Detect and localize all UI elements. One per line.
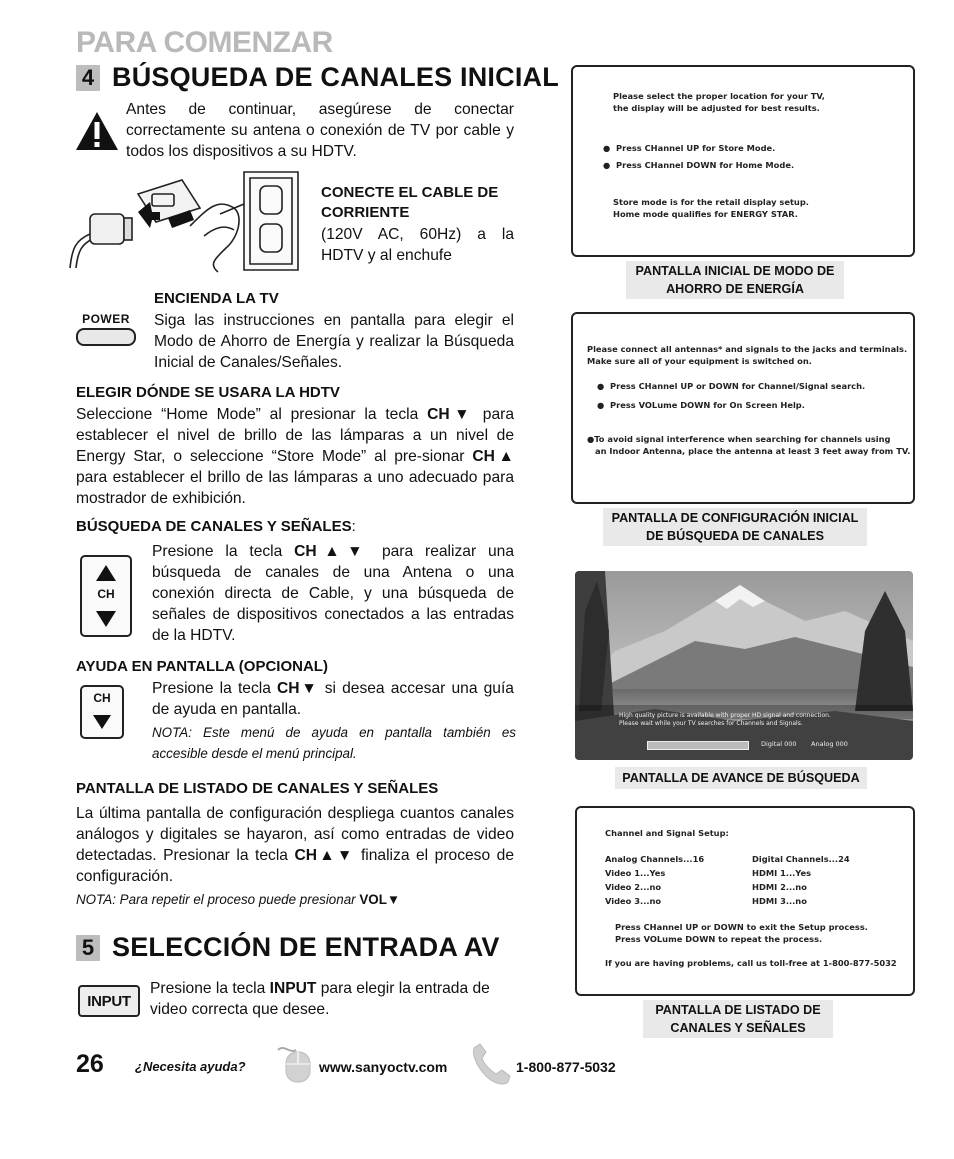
mode-screen-caption: PANTALLA INICIAL DE MODO DE AHORRO DE ENERGÍA [626,261,844,299]
listing-line: Press VOLume DOWN to repeat the process. [615,934,823,944]
mouse-icon [270,1040,314,1084]
phone-icon [470,1042,512,1086]
listing-left-item: Video 1...Yes [605,868,666,878]
progress-screen [575,571,913,760]
screen-line: an Indoor Antenna, place the antenna at least 3 feet away from TV. [595,446,911,456]
power-button-graphic [76,328,136,346]
progress-line-1: High quality picture is available with proper HD signal and connection. [619,712,831,719]
listing-left-item: Video 3...no [605,896,662,906]
screen-line: Home mode qualifies for ENERGY STAR. [613,209,798,219]
section-number: 4 [76,65,100,91]
screen-bullet-line: ● Press VOLume DOWN for On Screen Help. [597,400,805,410]
screen-bullet-line: ● Press CHannel UP or DOWN for Channel/Signal search. [597,381,866,391]
screen-line: Please connect all antennas* and signals to the jacks and terminals. [587,344,908,354]
help-note: NOTA: Este menú de ayuda en pantalla también es accesible desde el menú principal. [152,725,516,761]
screen-bullet-line: ● Press CHannel DOWN for Home Mode. [603,160,795,170]
listing-line: If you are having problems, call us toll-free at 1-800-877-5032 [605,958,897,968]
screen-line: Store mode is for the retail display setup. [613,197,809,207]
listing-heading: PANTALLA DE LISTADO DE CANALES Y SEÑALES [76,780,439,797]
listing-line: Press CHannel UP or DOWN to exit the Setup process. [615,922,868,932]
progress-line-2: Please wait while your TV searches for Channels and Signals. [619,720,803,727]
section-title: BÚSQUEDA DE CANALES INICIAL [112,62,559,92]
mountain-landscape-image [575,571,913,760]
setup-screen [571,312,915,504]
screen-line: Please select the proper location for your TV, [613,91,825,101]
screen-line: the display will be adjusted for best results. [613,103,820,113]
digital-count: Digital 000 [761,740,797,748]
section-4-header [76,62,559,93]
power-key [76,312,136,346]
section-title: SELECCIÓN DE ENTRADA AV [112,932,500,962]
section-number: 5 [76,935,100,961]
help-text: Presione la tecla CH▼ si desea accesar una guía de ayuda en pantalla. [152,680,514,718]
help-question: ¿Necesita ayuda? [135,1059,246,1074]
input-key: INPUT [78,985,140,1017]
listing-left-item: Analog Channels...16 [605,854,705,864]
power-cord-illustration [68,168,300,274]
connect-heading: CONECTE EL CABLE DE CORRIENTE [321,184,499,221]
analog-count: Analog 000 [811,740,848,748]
screen-bullet-line: ●To avoid signal interference when searching for channels using [587,434,891,444]
power-text: Siga las instrucciones en pantalla para elegir el Modo de Ahorro de Energía y realizar la Búsqueda Inicial de Canales/Señales. [154,312,514,371]
search-progress-bar [647,741,749,750]
search-heading: BÚSQUEDA DE CANALES Y SEÑALES: [76,518,356,535]
where-text: Seleccione “Home Mode” al presionar la tecla CH▼ para establecer el nivel de brillo de las lámparas a un nivel de Energy Star, o seleccione “Store Mode” al pre-sionar CH▲ para establecer el brillo de las lámparas a uno adecuado para mostrador de exhibición. [76,406,514,507]
warning-icon [74,110,120,152]
website-link[interactable]: www.sanyoctv.com [319,1059,448,1075]
ch-down-key-label: CH [93,691,111,705]
page-title: PARA COMENZAR [76,26,333,59]
search-text: Presione la tecla CH▲▼ para realizar una búsqueda de canales de una Antena o una conexión directa de Cable, y una búsqueda de señales de dispositivos conectados a las entradas de la HDTV. [152,543,515,644]
listing-screen [575,806,915,996]
mode-screen [571,65,915,257]
listing-right-item: HDMI 1...Yes [752,868,812,878]
input-text: Presione la tecla INPUT para elegir la entrada de video correcta que desee. [150,980,490,1018]
listing-right-item: Digital Channels...24 [752,854,850,864]
arrow-down-icon [82,711,122,733]
screen-line: Make sure all of your equipment is switched on. [587,356,812,366]
intro-text: Antes de continuar, asegúrese de conectar correctamente su antena o conexión de TV por cable y todos los dispositivos a su HDTV. [126,101,514,160]
section-5-header [76,932,500,963]
phone-number: 1-800-877-5032 [516,1059,616,1075]
page-number: 26 [76,1050,104,1078]
ch-down-key [80,685,124,739]
listing-left-item: Video 2...no [605,882,662,892]
listing-right-item: HDMI 3...no [752,896,807,906]
progress-screen-caption: PANTALLA DE AVANCE DE BÚSQUEDA [615,767,867,789]
help-heading: AYUDA EN PANTALLA (OPCIONAL) [76,658,328,675]
listing-note: NOTA: Para repetir el proceso puede presionar VOL▼ [76,892,401,907]
listing-right-item: HDMI 2...no [752,882,807,892]
setup-screen-caption: PANTALLA DE CONFIGURACIÓN INICIAL DE BÚSQUEDA DE CANALES [603,508,867,546]
where-heading: ELEGIR DÓNDE SE USARA LA HDTV [76,384,340,401]
power-key-label: POWER [82,312,130,326]
listing-text: La última pantalla de configuración despliega cuantos canales análogos y digitales se hayaron, así como entradas de video detectadas. Presionar la tecla CH▲▼ finaliza el proceso de configuración. [76,805,514,885]
screen-bullet-line: ● Press CHannel UP for Store Mode. [603,143,776,153]
listing-screen-caption: PANTALLA DE LISTADO DE CANALES Y SEÑALES [643,1000,833,1038]
connect-text: (120V AC, 60Hz) a la HDTV y al enchufe [321,226,514,264]
ch-key-label: CH [97,587,115,601]
ch-up-down-key [80,555,132,637]
power-heading: ENCIENDA LA TV [154,290,279,307]
listing-screen-title: Channel and Signal Setup: [605,828,729,838]
